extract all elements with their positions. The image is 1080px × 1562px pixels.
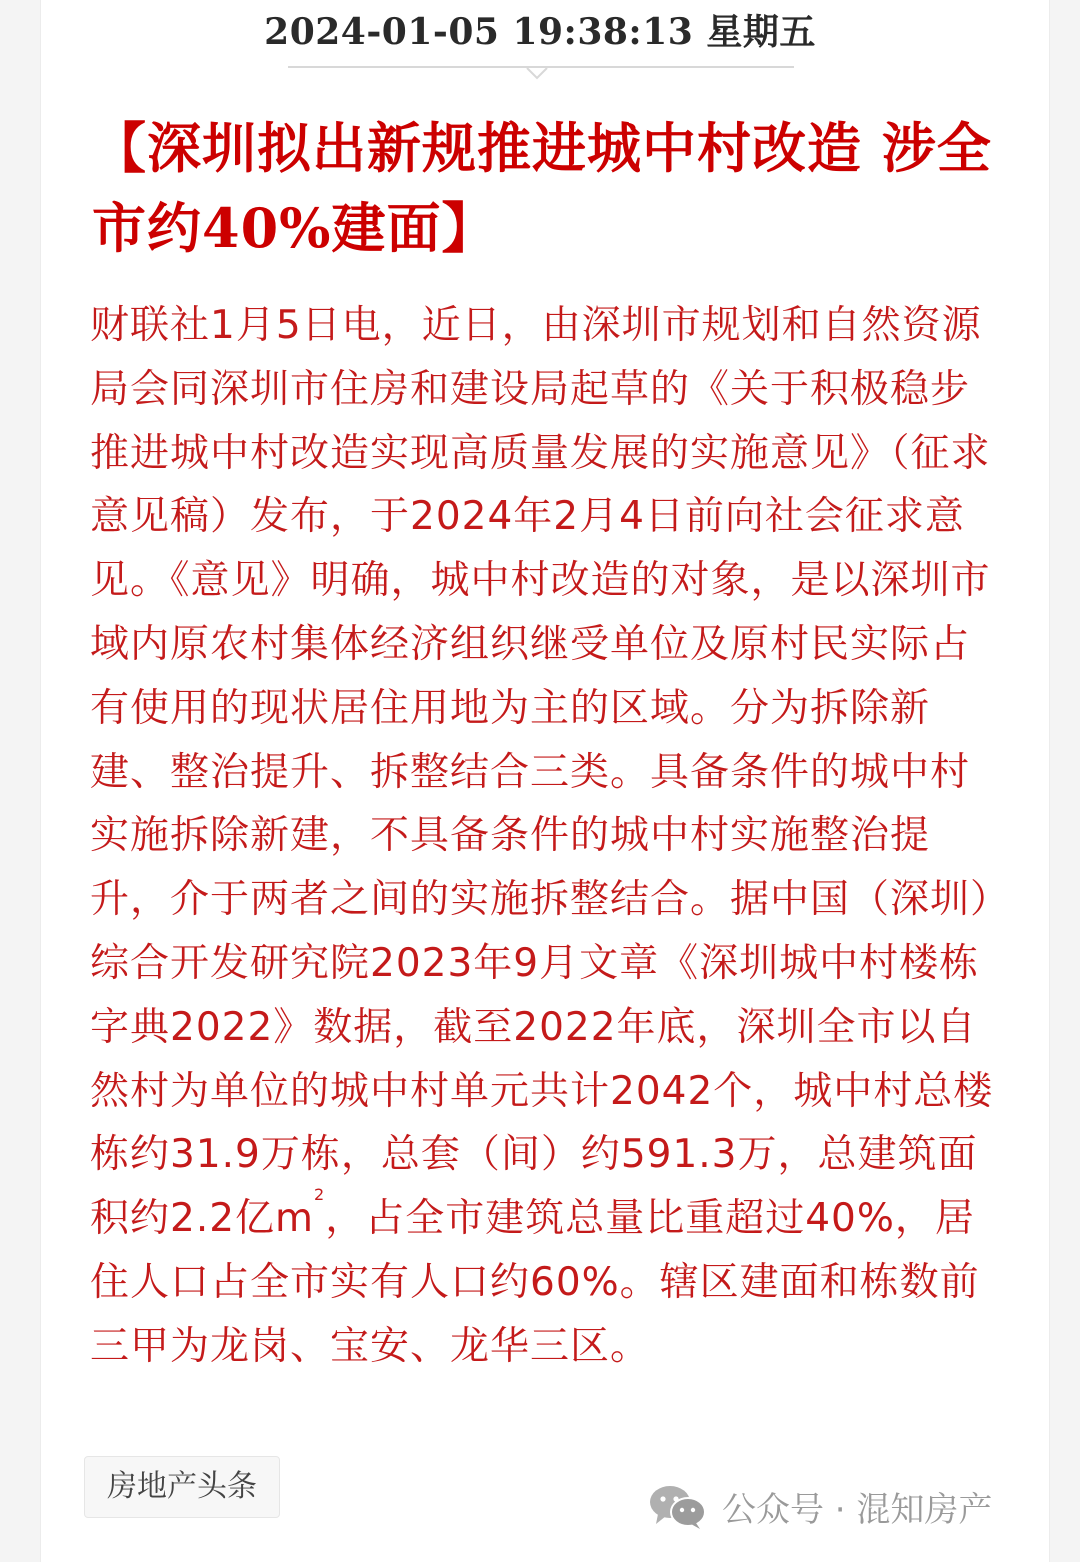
superscript-two: 2	[314, 1185, 326, 1205]
article-body-text-end: ，占全市建筑总量比重超过40%，居住人口占全市实有人口约60%。辖区建面和栋数前三甲为龙岗、宝安、龙华三区。	[90, 1196, 980, 1369]
article-headline: 【深圳拟出新规推进城中村改造 涉全市约40%建面】	[92, 116, 992, 260]
category-tag[interactable]: 房地产头条	[84, 1456, 280, 1518]
article-body	[90, 294, 1000, 1379]
watermark	[648, 1478, 992, 1534]
watermark-text: 公众号 · 混知房产	[722, 1489, 993, 1530]
datetime-header: 2024-01-05 19:38:13 星期五	[264, 11, 816, 53]
wechat-icon	[648, 1482, 708, 1530]
article-body-text-main: 财联社1月5日电，近日，由深圳市规划和自然资源局会同深圳市住房和建设局起草的《关于积极稳步推进城中村改造实现高质量发展的实施意见》（征求意见稿）发布，于2024年2月4日前向社会征求意见。《意见》明确，城中村改造的对象，是以深圳市域内原农村集体经济组织继受单位及原村民实际占有使用的现状居住用地为主的区域。分为拆除新建、整治提升、拆整结合三类。具备条件的城中村实施拆除新建，不具备条件的城中村实施整治提升，介于两者之间的实施拆整结合。据中国（深圳）综合开发研究院2023年9月文章《深圳城中村楼栋字典2022》数据，截至2022年底，深圳全市以自然村为单位的城中村单元共计2042个，城中村总楼栋约31.9万栋，总套（间）约591.3万，总建筑面积约2.2亿m	[90, 303, 994, 1242]
divider-notch-icon	[525, 60, 549, 84]
